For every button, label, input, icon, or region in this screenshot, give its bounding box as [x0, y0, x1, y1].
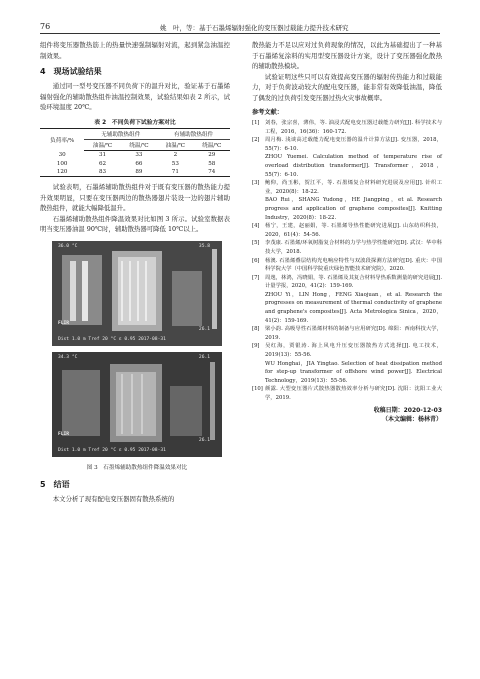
reference-item: [10] 颜露. 大型变压器片式散热器散热效率分析与研究[D]. 沈阳：沈阳工业大学，2019.	[252, 386, 442, 401]
table-cell: 66	[135, 160, 143, 167]
reference-item: ZHOU Yuemei. Calculation method of temperature rise of overload distribution transformer[J]. Transformer，2018，55(7)：6-10.	[265, 154, 442, 178]
flir-logo: FLIR	[58, 320, 70, 326]
figure-caption: 图 3 石墨烯辅助散热组件降温效果对比	[86, 464, 188, 471]
min-temp: 26.1	[198, 437, 210, 443]
reference-item: [5] 李茂康. 石墨烯/环氧树脂复合材料的力学与热学性能研究[D]. 武汉：华中科技大学，2018.	[252, 240, 442, 255]
reference-item: [1] 刘春，张宗喜，薄伟，等. 油浸式配电变压器过载能力研究[J]. 科学技术与工程，2016，16(36)：160-172.	[252, 120, 442, 135]
reference-item: [9] 吴红海，贾银涛. 海上风电升压变压器散热方式选择[J]. 电工技术，2019(13)：55-56.	[252, 343, 442, 359]
col-group-with: 有辅助散热组件	[157, 128, 230, 139]
paragraph: 石墨烯辅助散热组件降温效果对比如图 3 所示。试验室数据表明当变压器油温 90℃时，辅助散热器可降低 10℃以上。	[40, 214, 230, 234]
table-cell: 53	[171, 160, 179, 167]
paragraph: 本文分析了现有配电变压器固有散热系统的	[52, 494, 175, 503]
editor-note: （本文编辑：杨林青）	[381, 415, 442, 423]
table-row	[40, 160, 230, 168]
running-header	[40, 20, 440, 34]
section-heading: 5 结语	[40, 479, 70, 489]
reference-item: [7] 周逸，林鸿，冯晓娟，等. 石墨烯及其复合材料导热系数测量的研究进展[J]. 计量学报，2020，41(2)：159-169.	[252, 274, 442, 290]
flir-logo: FLIR	[58, 431, 70, 437]
thermal-scene-icon	[52, 241, 222, 346]
running-title: 姚 叶，等：基于石墨烯辐射强化的变压器过载能力提升技术研究	[160, 24, 349, 32]
paragraph: 通过同一型号变压器不同负荷下的温升对比，验证基于石墨烯辐射强化的辅助散热组件油温控制效果，试验结果如表 2 所示，试验环境温度 20℃。	[40, 82, 230, 111]
table-row	[40, 151, 230, 160]
right-column	[252, 40, 442, 424]
table-cell: 29	[208, 152, 216, 159]
reference-list	[252, 119, 442, 403]
image-footer: Dist 1.0 m Tref 20 °C ε 0.95 2017-08-31	[58, 336, 166, 342]
left-column	[40, 40, 230, 504]
thermal-scene-icon	[52, 352, 222, 457]
max-temp: 34.3 °C	[58, 354, 78, 360]
table-cell: 62	[98, 160, 107, 167]
table-row	[40, 168, 230, 177]
table-cell: 89	[121, 168, 157, 177]
col-header: 绕温/℃	[194, 139, 230, 150]
max-temp: 36.0 °C	[58, 243, 78, 249]
paragraph: 试验表明，石墨烯辅助散热组件对于既有变压器的散热能力提升效果明显，只要在变压器两边的散热器翅片装设一边的翅片辅助散热组件，就能大幅降低温升。	[40, 183, 230, 213]
image-footer: Dist 1.0 m Tref 20 °C ε 0.95 2017-08-31	[58, 447, 166, 453]
paragraph: 组件将变压器散热筋上的热量快速强制辐射对流，起到紧急油温控制效果。	[40, 41, 230, 60]
reference-item: [8] 梁小韵. 高吸导性石墨烯材料的制备与应用研究[D]. 绵阳：西南科技大学，2019.	[252, 326, 442, 341]
col-header: 油温/℃	[84, 139, 120, 150]
table-cell: 100	[56, 160, 68, 167]
thermal-image-after	[52, 352, 222, 457]
reference-item: [2] 周月梅. 浅谈高过载能力配电变压器的温升计算方法[J]. 变压器，2018，55(7)：6-10.	[252, 137, 442, 152]
references-heading: 参考文献：	[252, 109, 283, 116]
spot-temp: 35.8	[198, 243, 210, 249]
col-header: 绕温/℃	[121, 139, 157, 150]
reference-item: [4] 杨宁，王建，赵丽娟，等. 石墨烯导热性能研究进展[J]. 山东纺织科技，2020，61(4)：54-56.	[252, 223, 442, 238]
section-heading: 4 现场试验结果	[40, 67, 102, 76]
received-date: 收稿日期：2020-12-03	[373, 406, 442, 414]
table-cell: 74	[194, 168, 230, 177]
reference-item: [6] 杨澳. 石墨烯叠层结构光电响应特性与双波段探测方法研究[D]. 重庆：中国科学院大学（中国科学院重庆绿色智能技术研究院），2020.	[252, 257, 442, 273]
results-table	[40, 128, 230, 178]
figure-3	[52, 241, 222, 471]
col-header: 油温/℃	[157, 139, 193, 150]
table-cell: 2	[173, 152, 178, 159]
spot-temp: 26.1	[198, 354, 210, 360]
table-cell: 71	[157, 168, 193, 177]
table-cell: 58	[208, 160, 216, 167]
table-cell: 31	[98, 152, 107, 159]
article-meta	[252, 406, 442, 424]
reference-item: [3] 鲍仰，尚玉彬，贺江平，等. 石墨烯复合材料研究进展及应用[J]. 针织工业，2020(8)：18-22.	[252, 180, 442, 195]
table-caption: 表 2 不同负荷下试验方案对比	[94, 119, 176, 126]
col-group-without: 无辅助散热组件	[84, 128, 157, 139]
reference-item: BAO Rui，SHANG Yudong，HE Jiangping，et al. Research progress and application of graphene composites[J]. Knitting Industry，2020(8)：18-22.	[265, 197, 442, 221]
min-temp: 26.1	[198, 326, 210, 332]
paragraph: 试验证明这些只可以有效提高变压器的辐射传热能力和过载能力，对于负荷波动较大的配电变压器，能非常有效降低油温，降低了偶发的过负荷引发变压器过热火灾事故概率。	[252, 72, 442, 102]
col-header-load: 负荷率/%	[40, 128, 84, 151]
thermal-image-before	[52, 241, 222, 346]
reference-item: WU Honghai，JIA Yingtao. Selection of heat dissipation method for step-up transformer of offshore wind power[J]. Electrical Technology，2019(13)：55-56.	[265, 360, 442, 384]
table-cell: 83	[84, 168, 120, 177]
table-cell: 120	[40, 168, 84, 177]
reference-item: ZHOU Yi，LIN Hong，FENG Xiaojuan，et al. Research the progresses on measurement of thermal conductivity of graphene and graphene's composites[J]. Acta Metrologica Sinica，2020，41(2)：159-169.	[265, 291, 442, 324]
table-cell: 33	[135, 152, 143, 159]
table-cell: 30	[58, 152, 66, 159]
paragraph: 散热能力不足以应对过负荷现象的情况，以此为基础提出了一种基于石墨烯复涂料的实用型变压器设计方案，设计了变压器强化散热的辅助散热模块。	[252, 41, 442, 70]
page-number: 76	[40, 22, 51, 31]
